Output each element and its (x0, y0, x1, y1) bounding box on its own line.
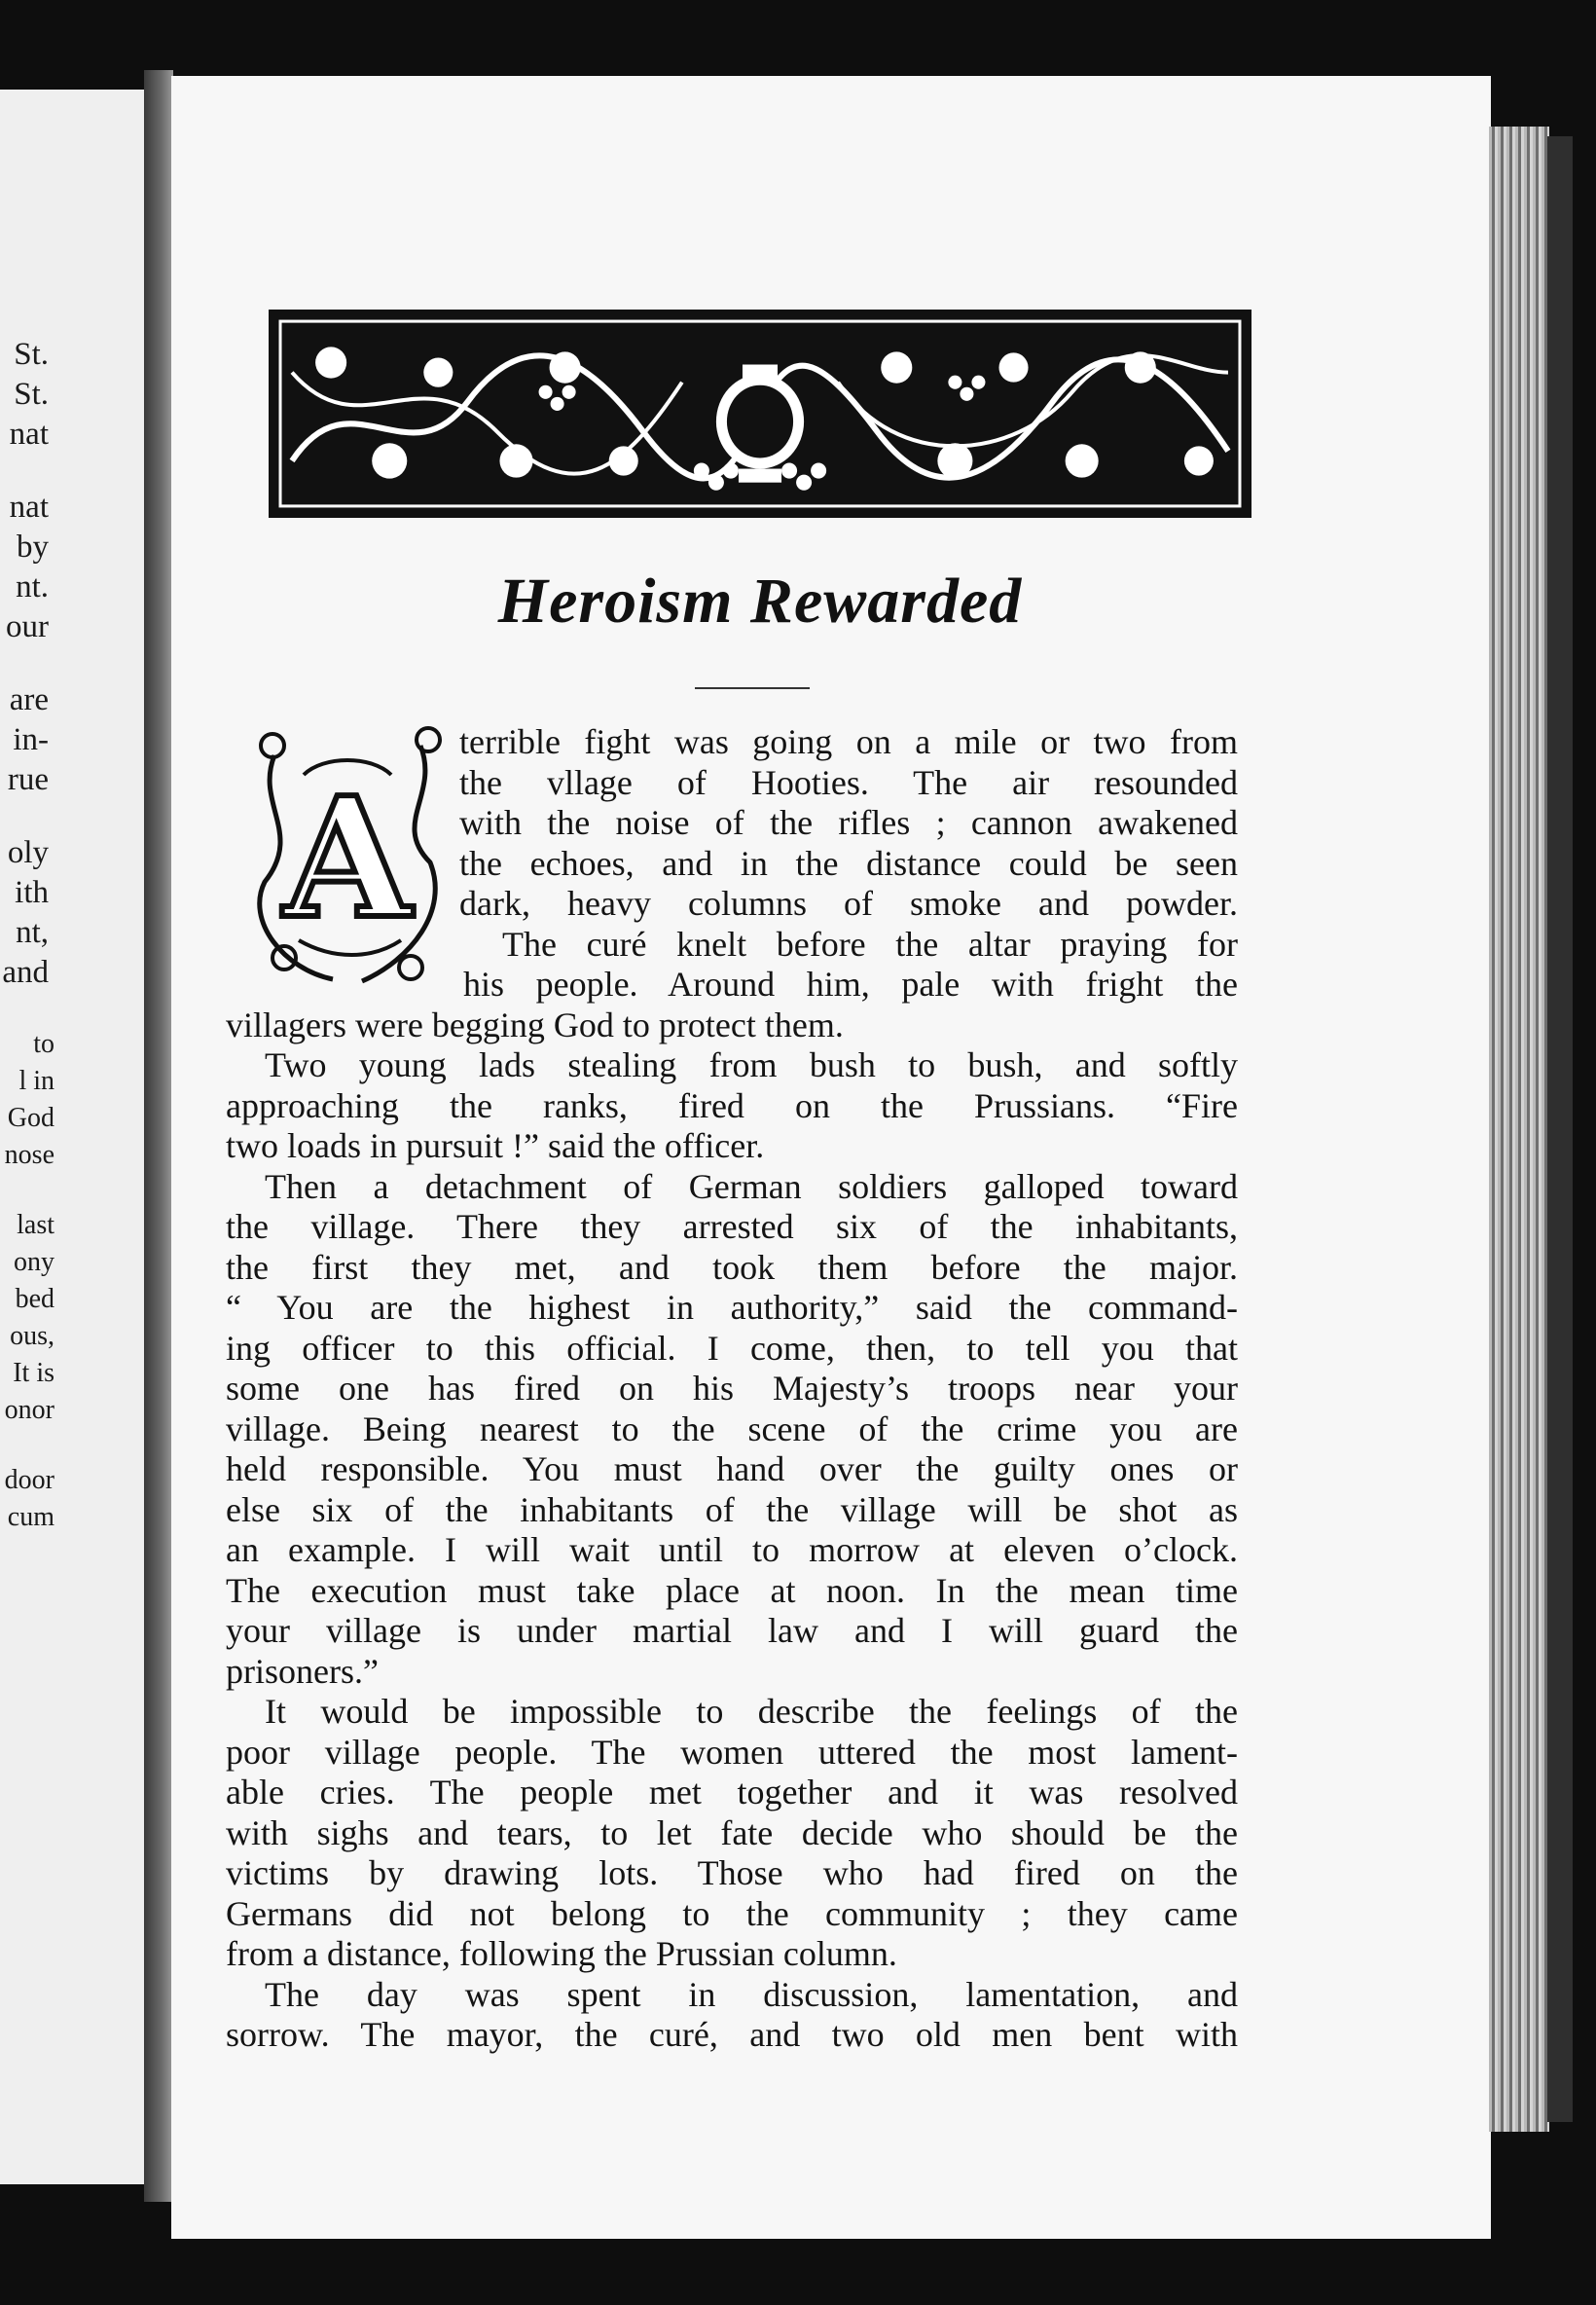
body-line: two loads in pursuit !” said the officer. (226, 1126, 765, 1165)
body-line: with the noise of the rifles ; cannon awakened (459, 803, 1238, 842)
left-page-fragment-line: nose (4, 1140, 54, 1170)
body-line: able cries. The people met together and it was resolved (226, 1773, 1238, 1811)
left-page-fragment-line: ous, (10, 1321, 54, 1351)
book-gutter (144, 70, 173, 2202)
body-line: with sighs and tears, to let fate decide who should be the (226, 1812, 1238, 1852)
left-page-fragment-line: cum (7, 1502, 54, 1532)
left-page-fragment-line: bed (15, 1284, 54, 1314)
body-line: held responsible. You must hand over the guilty ones or (226, 1449, 1238, 1488)
body-line: approaching the ranks, fired on the Prussians. “Fire (226, 1085, 1238, 1125)
body-line: “ You are the highest in authority,” said the command- (226, 1288, 1238, 1327)
left-page-fragment-line: last (17, 1210, 54, 1240)
left-page-fragment-group (0, 680, 136, 800)
left-page-fragment-line: God (7, 1103, 54, 1133)
left-page-fragment-line: are (9, 682, 49, 717)
left-page-fragment-line: nt, (16, 915, 49, 950)
left-page-fragment-group (0, 1207, 136, 1429)
article-body (226, 722, 1238, 2056)
body-line: Germans did not belong to the community ; they came (226, 1893, 1238, 1933)
body-line: ing officer to this official. I come, then, to tell you that (226, 1328, 1238, 1368)
left-page-fragment-line: ith (15, 875, 49, 910)
left-page-fragment-line: nat (9, 490, 49, 525)
body-line: The execution must take place at noon. In the mean time (226, 1570, 1238, 1610)
body-line: the echoes, and in the distance could be seen (459, 843, 1238, 883)
left-page-fragment-line: St. (14, 337, 49, 372)
body-line: poor village people. The women uttered the most lament- (226, 1732, 1238, 1772)
body-line: from a distance, following the Prussian column. (226, 1934, 897, 1973)
page-edges (1489, 127, 1549, 2132)
page-title: Heroism Rewarded (497, 566, 1023, 637)
left-page-fragment-group (0, 335, 136, 455)
left-page-fragment-line: rue (7, 762, 49, 797)
left-page-fragment-line: St. (14, 377, 49, 412)
body-line: village. Being nearest to the scene of the crime you are (226, 1409, 1238, 1448)
left-page-fragment-line: our (6, 609, 49, 644)
left-page-fragment-line: nat (9, 417, 49, 452)
body-line: The day was spent in discussion, lamentation, and (265, 1974, 1238, 2014)
left-page-fragment-line: It is (13, 1358, 54, 1388)
body-line: Then a detachment of German soldiers galloped toward (265, 1166, 1238, 1206)
body-line: an example. I will wait until to morrow at eleven o’clock. (226, 1530, 1238, 1569)
body-line: the vllage of Hooties. The air resounded (459, 762, 1238, 802)
left-page-fragment-line: and (2, 955, 49, 990)
body-line: the village. There they arrested six of the inhabitants, (226, 1207, 1238, 1246)
left-page-fragment-line: by (17, 530, 49, 565)
left-page-fragment-group (0, 1462, 136, 1536)
title-rule (695, 687, 810, 689)
left-page-fragment-line: door (4, 1465, 54, 1495)
body-line: prisoners.” (226, 1651, 379, 1691)
left-page (0, 90, 144, 2184)
left-page-fragment-line: onor (4, 1395, 54, 1425)
body-line: The curé knelt before the altar praying for (502, 924, 1238, 964)
drop-cap-letter: A (283, 761, 412, 956)
left-page-fragment-line: l in (18, 1066, 54, 1096)
body-line: some one has fired on his Majesty’s troops near your (226, 1369, 1238, 1408)
ornamental-headpiece (269, 310, 1251, 518)
body-line: else six of the inhabitants of the village will be shot as (226, 1489, 1238, 1529)
left-page-text-fragments (0, 335, 136, 1569)
left-page-fragment-line: in- (13, 722, 49, 757)
body-line: your village is under martial law and I will guard the (226, 1611, 1238, 1650)
body-line: dark, heavy columns of smoke and powder. (459, 884, 1238, 923)
left-page-fragment-line: to (33, 1029, 54, 1059)
body-line: his people. Around him, pale with fright the (463, 965, 1238, 1004)
left-page-fragment-line: ony (14, 1247, 54, 1277)
left-page-fragment-line: oly (7, 835, 49, 870)
left-page-fragment-group (0, 1026, 136, 1174)
body-line: the first they met, and took them before the major. (226, 1247, 1238, 1287)
left-page-fragment-line: nt. (16, 569, 49, 604)
body-line: villagers were begging God to protect them. (226, 1005, 844, 1044)
body-line: Two young lads stealing from bush to bush, and softly (265, 1045, 1238, 1084)
left-page-fragment-group (0, 833, 136, 993)
body-line: terrible fight was going on a mile or two from (459, 722, 1238, 761)
body-line: sorrow. The mayor, the curé, and two old men bent with (226, 2015, 1238, 2054)
body-line: It would be impossible to describe the feelings of the (265, 1692, 1238, 1731)
book-cover-edge (1547, 136, 1573, 2122)
left-page-fragment-group (0, 488, 136, 647)
body-line: victims by drawing lots. Those who had fired on the (226, 1853, 1238, 1892)
